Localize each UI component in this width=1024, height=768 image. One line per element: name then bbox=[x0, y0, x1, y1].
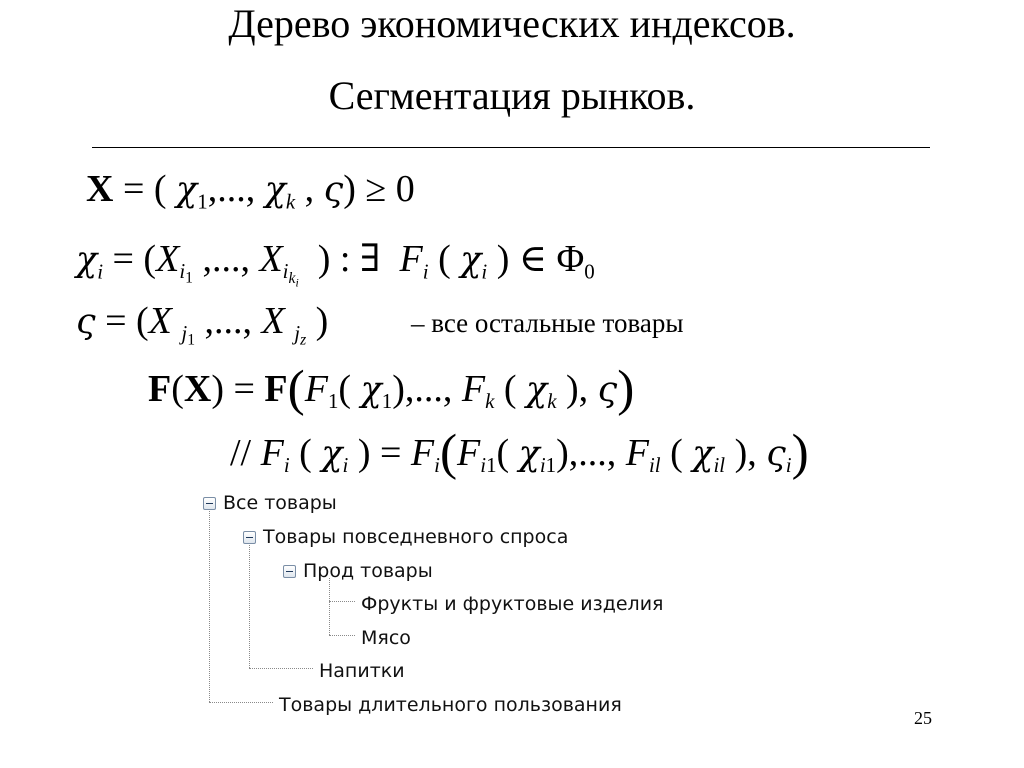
tree-connector bbox=[249, 668, 313, 669]
formula-f-i: // $F_i$ ( $\chi_i$ ) = $F_i(F_{i1}$( $\chi_{i1}$),..., $F_{il}$ ( $\chi_{il}$ ), $\varsigma_i$) bbox=[230, 424, 809, 481]
tree-node-label: Фрукты и фруктовые изделия bbox=[361, 593, 664, 615]
tree-connector bbox=[329, 635, 355, 636]
tree-connector bbox=[329, 601, 355, 602]
tree-node-label: Прод товары bbox=[303, 560, 433, 582]
slide-title-line1: Дерево экономических индексов. bbox=[228, 1, 796, 46]
tree-node-label: Мясо bbox=[361, 627, 411, 649]
tree-connector bbox=[329, 578, 330, 635]
formula-x-definition: X = ( $\chi_1$,..., $\chi_k$ , ς) ≥ 0 bbox=[86, 168, 415, 214]
collapse-icon[interactable] bbox=[243, 531, 256, 544]
formula-f-of-x: $F(X) = F(F_1$( $\chi_1$),..., $F_k$ ( $\chi_k$ ), ς) bbox=[148, 360, 635, 417]
category-tree[interactable] bbox=[200, 490, 720, 720]
collapse-icon[interactable] bbox=[203, 497, 216, 510]
title-divider bbox=[92, 147, 930, 148]
tree-node-label: Все товары bbox=[223, 492, 337, 514]
formula-sigma-note: – все остальные товары bbox=[411, 308, 684, 338]
formula-sigma: ς = (X $_{j_1}$ ,..., X $_{j_z}$ ) bbox=[76, 300, 329, 349]
collapse-icon[interactable] bbox=[283, 565, 296, 578]
tree-connector bbox=[249, 545, 250, 668]
slide-title-line2: Сегментация рынков. bbox=[328, 73, 696, 118]
page-number: 25 bbox=[914, 708, 932, 728]
tree-connector bbox=[209, 702, 273, 703]
tree-node-label: Товары длительного пользования bbox=[279, 694, 622, 716]
tree-node-label: Товары повседневного спроса bbox=[263, 526, 569, 548]
formula-chi-i: $\chi_i = (X_{i_1}$ ,..., $X_{i_{k_i}}$ ) : ∃ $F_i$ ( $\chi_i$ ) ∈ $\Phi_0$ bbox=[76, 238, 595, 290]
tree-node-label: Напитки bbox=[319, 660, 405, 682]
tree-connector bbox=[209, 511, 210, 702]
